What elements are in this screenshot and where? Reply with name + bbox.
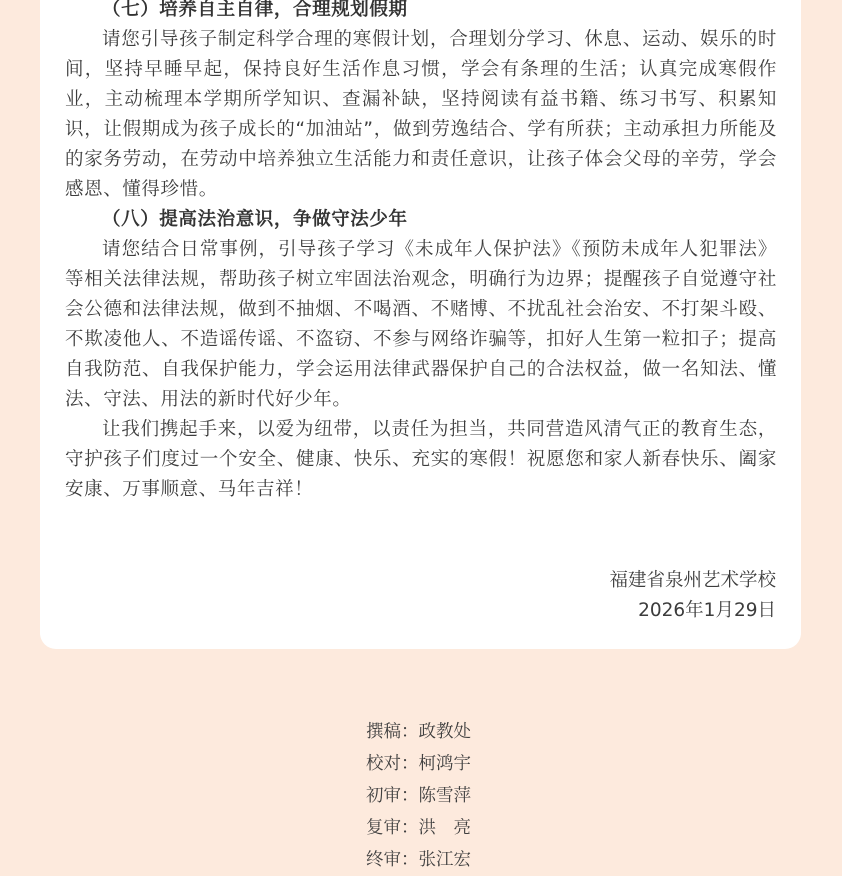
credit-proofreader: 校对：柯鸿宇 [366, 754, 471, 774]
section-heading-7: （七）培养自主自律，合理规划假期 [102, 0, 408, 20]
section-paragraph-8: 请您结合日常事例，引导孩子学习《未成年人保护法》《预防未成年人犯罪法》等相关法律法规，帮助孩子树立牢固法治观念，明确行为边界；提醒孩子自觉遵守社会公德和法律法规，做到不抽烟、不喝酒、不赌博、不扰乱社会治安、不打架斗殴、不欺凌他人、不造谣传谣、不盗窃、不参与网络诈骗等，扣好人生第一粒扣子；提高自我防范、自我保护能力，学会运用法律武器保护自己的合法权益，做一名知法、懂法、守法、用法的新时代好少年。 [65, 239, 777, 410]
credit-second-review: 复审：洪 亮 [366, 818, 471, 838]
section-heading-8: （八）提高法治意识，争做守法少年 [102, 209, 408, 230]
signature-date: 2026年1月29日 [638, 600, 776, 621]
closing-paragraph: 让我们携起手来，以爱为纽带，以责任为担当，共同营造风清气正的教育生态，守护孩子们度过一个安全、健康、快乐、充实的寒假！祝愿您和家人新春快乐、阖家安康、万事顺意、马年吉祥！ [65, 419, 777, 500]
section-paragraph-7: 请您引导孩子制定科学合理的寒假计划，合理划分学习、休息、运动、娱乐的时间，坚持早睡早起，保持良好生活作息习惯，学会有条理的生活；认真完成寒假作业，主动梳理本学期所学知识、查漏补缺，坚持阅读有益书籍、练习书写、积累知识，让假期成为孩子成长的“加油站”，做到劳逸结合、学有所获；主动承担力所能及的家务劳动，在劳动中培养独立生活能力和责任意识，让孩子体会父母的辛劳，学会感恩、懂得珍惜。 [65, 29, 777, 200]
credit-writer: 撰稿：政教处 [366, 722, 471, 742]
credit-final-review: 终审：张江宏 [366, 850, 471, 870]
credit-first-review: 初审：陈雪萍 [366, 786, 471, 806]
letter-body [65, 0, 777, 505]
signature-block [609, 566, 776, 626]
signature-school: 福建省泉州艺术学校 [609, 570, 776, 591]
editorial-credits [366, 716, 471, 876]
